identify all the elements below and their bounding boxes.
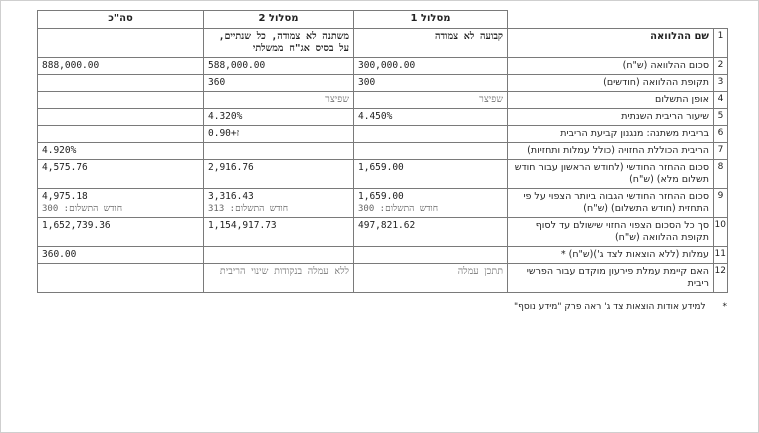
cell-track-1: [354, 126, 508, 143]
cell-subvalue: חודש התשלום: 300: [42, 204, 123, 214]
cell-track-1: [354, 109, 508, 126]
cell-total: [38, 143, 204, 160]
cell-track-2: [204, 92, 354, 109]
cell-subvalue: חודש התשלום: 300: [358, 204, 439, 214]
cell-value: 1,652,739.36: [42, 220, 111, 231]
row-label: שם ההלוואה: [508, 29, 714, 58]
header-track-1: מסלול 1: [354, 11, 508, 29]
row-label: סכום ההחזר החודשי הגבוה ביותר הצפוי על פי התחזית (חודש התשלום) (ש"ח): [508, 189, 714, 218]
table-row: [38, 264, 728, 293]
cell-track-2: [204, 75, 354, 92]
cell-track-2: [204, 247, 354, 264]
table-row: [38, 143, 728, 160]
row-label: סך כל הסכום הצפוי החזוי שישולם עד לסוף תקופת ההלוואה (ש"ח): [508, 218, 714, 247]
footnote: [37, 302, 727, 312]
row-number: 1: [714, 29, 728, 58]
cell-total: [38, 126, 204, 143]
cell-total: [38, 189, 204, 218]
table-row: [38, 126, 728, 143]
loan-comparison-table: [37, 10, 728, 293]
row-label: תקופת ההלוואה (חודשים): [508, 75, 714, 92]
row-number: 12: [714, 264, 728, 293]
row-label: סכום ההלוואה (ש"ח): [508, 58, 714, 75]
cell-value: 4.920%: [42, 145, 77, 156]
cell-value: 1,154,917.73: [208, 220, 277, 231]
row-label: סכום ההחזר החודשי (לחודש הראשון עבור חודש תשלום מלא) (ש"ח): [508, 160, 714, 189]
table-row: [38, 218, 728, 247]
loan-document: [37, 10, 727, 312]
cell-value: שפיצר: [325, 94, 349, 105]
table-row: [38, 92, 728, 109]
cell-value: 4,975.18: [42, 191, 88, 202]
cell-value: 4,575.76: [42, 162, 88, 173]
row-number: 7: [714, 143, 728, 160]
cell-value: 300: [358, 77, 376, 88]
cell-track-2: [204, 218, 354, 247]
row-number: 10: [714, 218, 728, 247]
cell-track-2: [204, 189, 354, 218]
cell-value: ז+0.90: [208, 128, 240, 139]
table-row: [38, 29, 728, 58]
cell-value: 300,000.00: [358, 60, 416, 71]
cell-value: 1,659.00: [358, 191, 404, 202]
cell-value: 497,821.62: [358, 220, 416, 231]
row-number: 3: [714, 75, 728, 92]
row-label: בריבית משתנה: מנגנון קביעת הריבית: [508, 126, 714, 143]
cell-value: 2,916.76: [208, 162, 254, 173]
cell-value: 4.450%: [358, 111, 393, 122]
cell-total: [38, 75, 204, 92]
cell-value: 888,000.00: [42, 60, 100, 71]
cell-value: 360: [208, 77, 226, 88]
row-label: האם קיימת עמלת פירעון מוקדם עבור הפרשי ריבית: [508, 264, 714, 293]
row-number: 11: [714, 247, 728, 264]
table-header-row: [38, 11, 728, 29]
cell-track-2: [204, 58, 354, 75]
cell-value: שפיצר: [479, 94, 503, 105]
table-row: [38, 75, 728, 92]
cell-total: [38, 109, 204, 126]
row-number: 9: [714, 189, 728, 218]
cell-track-2: [204, 264, 354, 293]
cell-track-1: [354, 29, 508, 58]
cell-track-1: [354, 218, 508, 247]
cell-track-1: [354, 160, 508, 189]
cell-track-2: [204, 109, 354, 126]
cell-subvalue: חודש התשלום: 313: [208, 204, 289, 214]
cell-track-2: [204, 29, 354, 58]
row-number: 5: [714, 109, 728, 126]
table-row: [38, 58, 728, 75]
row-number: 2: [714, 58, 728, 75]
cell-value: משתנה לא צמודה, כל שנתיים, על בסיס אג"ח ממשלתי: [218, 31, 349, 54]
cell-value: 3,316.43: [208, 191, 254, 202]
table-row: [38, 189, 728, 218]
cell-value: 360.00: [42, 249, 77, 260]
footnote-star: *: [722, 302, 727, 312]
row-label: אופן התשלום: [508, 92, 714, 109]
cell-total: [38, 92, 204, 109]
cell-track-2: [204, 143, 354, 160]
cell-value: תתכן עמלה: [457, 266, 503, 277]
table-row: [38, 247, 728, 264]
cell-track-1: [354, 75, 508, 92]
cell-value: 588,000.00: [208, 60, 266, 71]
row-label: שיעור הריבית השנתית: [508, 109, 714, 126]
cell-track-2: [204, 126, 354, 143]
cell-track-1: [354, 247, 508, 264]
cell-track-1: [354, 58, 508, 75]
cell-total: [38, 29, 204, 58]
cell-value: 4.320%: [208, 111, 243, 122]
cell-value: 1,659.00: [358, 162, 404, 173]
footnote-text: למידע אודות הוצאות צד ג' ראה פרק "מידע נוסף": [514, 302, 706, 312]
cell-track-1: [354, 264, 508, 293]
cell-value: קבועה לא צמודה: [435, 31, 503, 42]
table-row: [38, 160, 728, 189]
cell-total: [38, 218, 204, 247]
cell-total: [38, 58, 204, 75]
row-label: עמלות (ללא הוצאות לצד ג')(ש"ח) *: [508, 247, 714, 264]
cell-total: [38, 247, 204, 264]
cell-track-1: [354, 143, 508, 160]
cell-track-1: [354, 189, 508, 218]
cell-total: [38, 264, 204, 293]
table-row: [38, 109, 728, 126]
header-total: סה"כ: [38, 11, 204, 29]
row-number: 4: [714, 92, 728, 109]
row-label: הריבית הכוללת החזויה (כולל עמלות ותחזיות): [508, 143, 714, 160]
cell-value: ללא עמלה בנקודות שינוי הריבית: [219, 266, 349, 277]
cell-total: [38, 160, 204, 189]
cell-track-2: [204, 160, 354, 189]
cell-track-1: [354, 92, 508, 109]
row-number: 6: [714, 126, 728, 143]
header-track-2: מסלול 2: [204, 11, 354, 29]
row-number: 8: [714, 160, 728, 189]
